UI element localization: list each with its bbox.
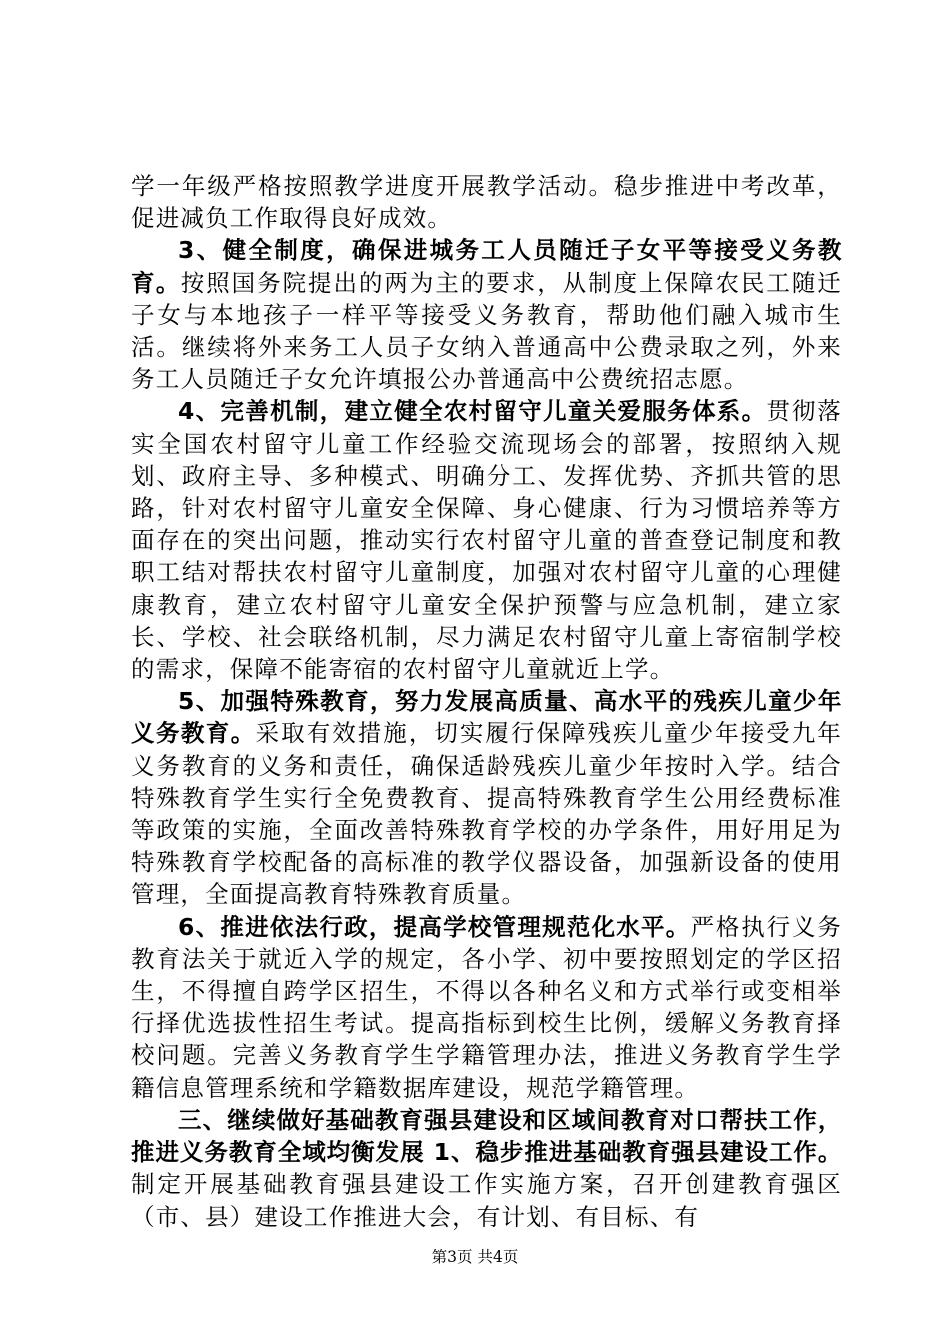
- paragraph-text: 学一年级严格按照教学进度开展教学活动。稳步推进中考改革，促进减负工作取得良好成效。: [131, 172, 842, 233]
- paragraph-item-6: [131, 911, 842, 1104]
- paragraph-item-4: [131, 395, 842, 685]
- paragraph-section-3: [131, 1104, 842, 1233]
- paragraph-text: 严格执行义务教育法关于就近入学的规定，各小学、初中要按照划定的学区招生，不得擅自跨学区招生，不得以各种名义和方式举行或变相举行择优选拔性招生考试。提高指标到校生比例，缓解义务教育择校问题。完善义务教育学生学籍管理办法，推进义务教育学生学籍信息管理系统和学籍数据库建设，规范学籍管理。: [131, 912, 843, 1102]
- page-number-label: 第3页 共4页: [431, 1248, 519, 1266]
- paragraph-continuation: [131, 170, 842, 234]
- paragraph-item-5: [131, 685, 842, 910]
- paragraph-text: 制定开展基础教育强县建设工作实施方案，召开创建教育强区（市、县）建设工作推进大会，有计划、有目标、有: [131, 1170, 842, 1231]
- paragraph-text: 按照国务院提出的两为主的要求，从制度上保障农民工随迁子女与本地孩子一样平等接受义务教育，帮助他们融入城市生活。继续将外来务工人员子女纳入普通高中公费录取之列，外来务工人员随迁子女允许填报公办普通高中公费统招志愿。: [131, 268, 843, 394]
- paragraph-heading: 三、继续做好基础教育强县建设和区域间教育对口帮扶工作，推进义务教育全域均衡发展 1、稳步推进基础教育强县建设工作。: [131, 1105, 842, 1167]
- paragraph-heading: 3、健全制度，确保进城务工人员随迁子女平等接受义务教育。: [131, 236, 842, 297]
- paragraph-item-3: [131, 234, 842, 395]
- paragraph-heading: 4、完善机制，建立健全农村留守儿童关爱服务体系。: [178, 397, 767, 426]
- document-body: [131, 170, 842, 1233]
- paragraph-text: 采取有效措施，切实履行保障残疾儿童少年接受九年义务教育的义务和责任，确保适龄残疾儿童少年按时入学。结合特殊教育学生实行全免费教育、提高特殊教育学生公用经费标准等政策的实施，全面改善特殊教育学校的办学条件，用好用足为特殊教育学校配备的高标准的教学仪器设备，加强新设备的使用管理，全面提高教育特殊教育质量。: [131, 719, 842, 909]
- paragraph-text: 贯彻落实全国农村留守儿童工作经验交流现场会的部署，按照纳入规划、政府主导、多种模式、明确分工、发挥优势、齐抓共管的思路，针对农村留守儿童安全保障、身心健康、行为习惯培养等方面存在的突出问题，推动实行农村留守儿童的普查登记制度和教职工结对帮扶农村留守儿童制度，加强对农村留守儿童的心理健康教育，建立农村留守儿童安全保护预警与应急机制，建立家长、学校、社会联络机制，尽力满足农村留守儿童上寄宿制学校的需求，保障不能寄宿的农村留守儿童就近上学。: [131, 397, 842, 684]
- paragraph-heading: 5、加强特殊教育，努力发展高质量、高水平的残疾儿童少年义务教育。: [131, 687, 842, 748]
- paragraph-heading: 6、推进依法行政，提高学校管理规范化水平。: [178, 912, 691, 941]
- page-footer: [0, 1245, 950, 1267]
